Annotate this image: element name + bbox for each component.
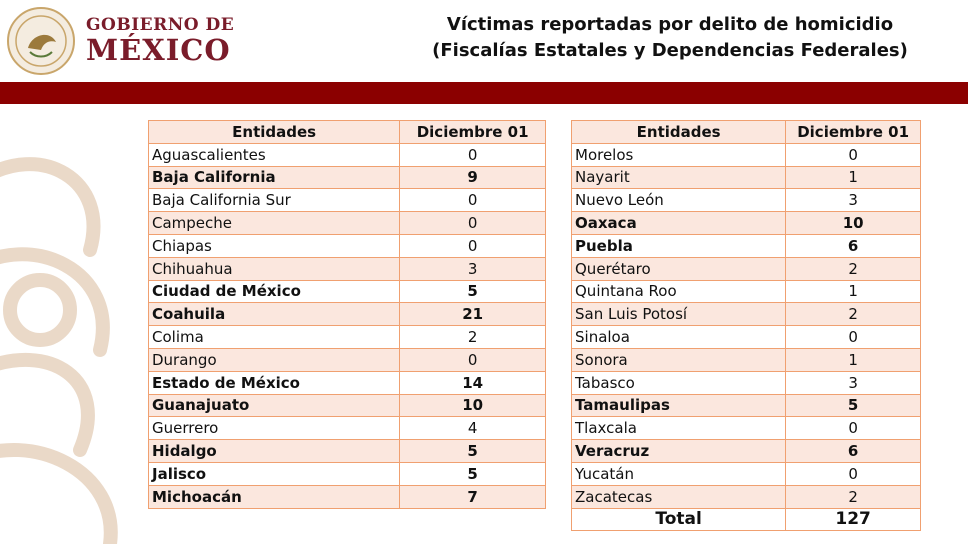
victim-count: 0: [400, 348, 546, 371]
homicide-table-left: [148, 120, 546, 509]
table-row: [572, 485, 921, 508]
victim-count: 6: [786, 234, 921, 257]
victim-count: 2: [786, 303, 921, 326]
logo-text-line1: GOBIERNO DE: [86, 15, 235, 35]
victim-count: 5: [400, 440, 546, 463]
state-name: Tamaulipas: [572, 394, 786, 417]
state-name: Estado de México: [149, 371, 400, 394]
table-row: [572, 462, 921, 485]
victim-count: 5: [400, 462, 546, 485]
victim-count: 4: [400, 417, 546, 440]
total-row: [572, 508, 921, 531]
table-row: [572, 303, 921, 326]
table-row: [572, 394, 921, 417]
column-header-entidades: Entidades: [572, 121, 786, 144]
state-name: Tlaxcala: [572, 417, 786, 440]
victim-count: 6: [786, 440, 921, 463]
victim-count: 0: [400, 143, 546, 166]
table-row: [149, 166, 546, 189]
state-name: Ciudad de México: [149, 280, 400, 303]
state-name: Jalisco: [149, 462, 400, 485]
state-name: Coahuila: [149, 303, 400, 326]
table-row: [572, 257, 921, 280]
state-name: Morelos: [572, 143, 786, 166]
state-name: Campeche: [149, 212, 400, 235]
state-name: Sonora: [572, 348, 786, 371]
column-header-entidades: Entidades: [149, 121, 400, 144]
table-row: [149, 394, 546, 417]
victim-count: 0: [786, 462, 921, 485]
victim-count: 10: [786, 212, 921, 235]
background-pattern-art: [0, 120, 130, 544]
state-name: Colima: [149, 326, 400, 349]
national-seal-icon: [6, 6, 76, 76]
state-name: Durango: [149, 348, 400, 371]
victim-count: 3: [400, 257, 546, 280]
state-name: Chiapas: [149, 234, 400, 257]
state-name: Oaxaca: [572, 212, 786, 235]
table-row: [572, 143, 921, 166]
table-row: [572, 280, 921, 303]
state-name: Guerrero: [149, 417, 400, 440]
victim-count: 9: [400, 166, 546, 189]
table-row: [149, 485, 546, 508]
victim-count: 0: [786, 143, 921, 166]
total-label: Total: [572, 508, 786, 531]
victim-count: 10: [400, 394, 546, 417]
table-row: [572, 212, 921, 235]
total-value: 127: [786, 508, 921, 531]
table-row: [572, 440, 921, 463]
table-row: [572, 371, 921, 394]
victim-count: 3: [786, 189, 921, 212]
table-row: [572, 166, 921, 189]
state-name: Guanajuato: [149, 394, 400, 417]
state-name: Yucatán: [572, 462, 786, 485]
state-name: Sinaloa: [572, 326, 786, 349]
victim-count: 1: [786, 166, 921, 189]
state-name: Zacatecas: [572, 485, 786, 508]
table-row: [149, 189, 546, 212]
table-row: [149, 234, 546, 257]
table-row: [149, 326, 546, 349]
state-name: Chihuahua: [149, 257, 400, 280]
state-name: Michoacán: [149, 485, 400, 508]
table-row: [572, 189, 921, 212]
title-line2: (Fiscalías Estatales y Dependencias Federales): [432, 40, 908, 61]
header-band: [0, 82, 968, 104]
victim-count: 1: [786, 280, 921, 303]
victim-count: 1: [786, 348, 921, 371]
table-header-row: [572, 121, 921, 144]
state-name: Querétaro: [572, 257, 786, 280]
title-line1: Víctimas reportadas por delito de homicidio: [446, 14, 894, 35]
page-title: [400, 12, 940, 64]
table-row: [149, 257, 546, 280]
logo-text-line2: MÉXICO: [86, 33, 231, 67]
table-row: [572, 234, 921, 257]
state-name: Nayarit: [572, 166, 786, 189]
table-row: [149, 348, 546, 371]
table-row: [149, 280, 546, 303]
victim-count: 0: [400, 189, 546, 212]
victim-count: 2: [786, 257, 921, 280]
table-row: [149, 212, 546, 235]
table-header-row: [149, 121, 546, 144]
state-name: Baja California: [149, 166, 400, 189]
victim-count: 3: [786, 371, 921, 394]
state-name: Quintana Roo: [572, 280, 786, 303]
victim-count: 0: [400, 234, 546, 257]
table-row: [572, 417, 921, 440]
state-name: Veracruz: [572, 440, 786, 463]
victim-count: 5: [786, 394, 921, 417]
victim-count: 21: [400, 303, 546, 326]
victim-count: 2: [786, 485, 921, 508]
state-name: Hidalgo: [149, 440, 400, 463]
state-name: Nuevo León: [572, 189, 786, 212]
column-header-date: Diciembre 01: [400, 121, 546, 144]
homicide-table-right: [571, 120, 921, 531]
state-name: Baja California Sur: [149, 189, 400, 212]
state-name: Puebla: [572, 234, 786, 257]
table-row: [149, 417, 546, 440]
table-row: [572, 348, 921, 371]
state-name: Tabasco: [572, 371, 786, 394]
victim-count: 0: [400, 212, 546, 235]
state-name: San Luis Potosí: [572, 303, 786, 326]
table-row: [149, 440, 546, 463]
victim-count: 5: [400, 280, 546, 303]
table-row: [149, 143, 546, 166]
government-logo: [6, 6, 234, 76]
victim-count: 0: [786, 417, 921, 440]
table-row: [149, 462, 546, 485]
victim-count: 7: [400, 485, 546, 508]
table-row: [149, 371, 546, 394]
state-name: Aguascalientes: [149, 143, 400, 166]
column-header-date: Diciembre 01: [786, 121, 921, 144]
victim-count: 0: [786, 326, 921, 349]
victim-count: 2: [400, 326, 546, 349]
table-row: [572, 326, 921, 349]
table-row: [149, 303, 546, 326]
victim-count: 14: [400, 371, 546, 394]
